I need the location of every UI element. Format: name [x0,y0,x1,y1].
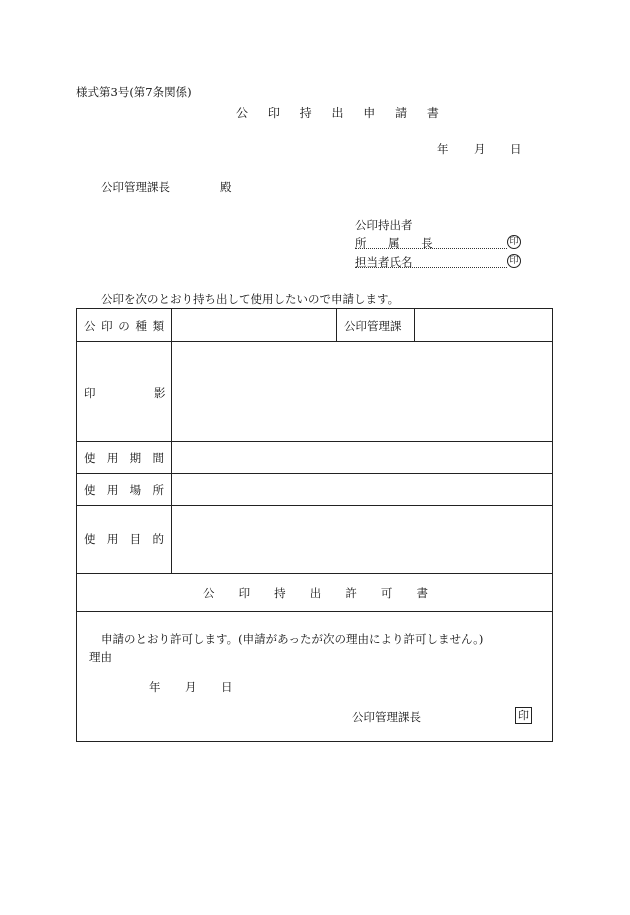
impression-label-left: 印 [84,386,96,400]
manager-label: 公印管理課 [344,319,402,333]
permit-date-month: 月 [185,680,197,694]
reason-label: 理由 [89,650,112,664]
addressee-office: 公印管理課長 [101,180,170,194]
impression-label-right: 影 [154,386,166,400]
reason-value[interactable] [117,649,537,665]
application-table [76,308,553,742]
date-day: 日 [510,142,522,156]
dept-head-seal-icon: 印 [507,235,521,249]
permit-title: 公 印 持 出 許 可 書 [203,586,428,600]
permit-signer: 公印管理課長 [352,710,421,724]
intro-text: 公印を次のとおり持ち出して使用したいので申請します。 [101,292,400,306]
date-month: 月 [474,142,486,156]
kind-label: 公 印 の 種 類 [84,319,166,333]
manager-value[interactable] [419,318,549,334]
place-label: 使 用 場 所 [84,483,164,497]
person-seal-icon: 印 [507,254,521,268]
dept-head-label: 所 属 長 [355,236,442,250]
purpose-label: 使 用 目 的 [84,532,164,546]
purpose-value[interactable] [177,511,547,567]
dept-head-line[interactable] [355,235,507,249]
permit-text: 申請のとおり許可します。(申請があったが次の理由により許可しません。) [101,632,484,646]
person-label: 担当者氏名 [355,255,413,269]
period-value[interactable] [177,449,547,467]
period-label: 使 用 期 間 [84,451,164,465]
applicant-heading: 公印持出者 [355,218,413,232]
permit-date-year: 年 [149,680,161,694]
page-title: 公 印 持 出 申 請 書 [236,106,447,120]
addressee-honorific: 殿 [220,180,232,194]
form-number: 様式第3号(第7条関係) [76,85,192,99]
impression-area[interactable] [177,347,547,435]
date-year: 年 [437,142,449,156]
kind-value[interactable] [177,318,331,334]
person-line[interactable] [355,254,507,268]
permit-seal-icon: 印 [515,707,532,724]
permit-date-day: 日 [221,680,233,694]
place-value[interactable] [177,481,547,499]
